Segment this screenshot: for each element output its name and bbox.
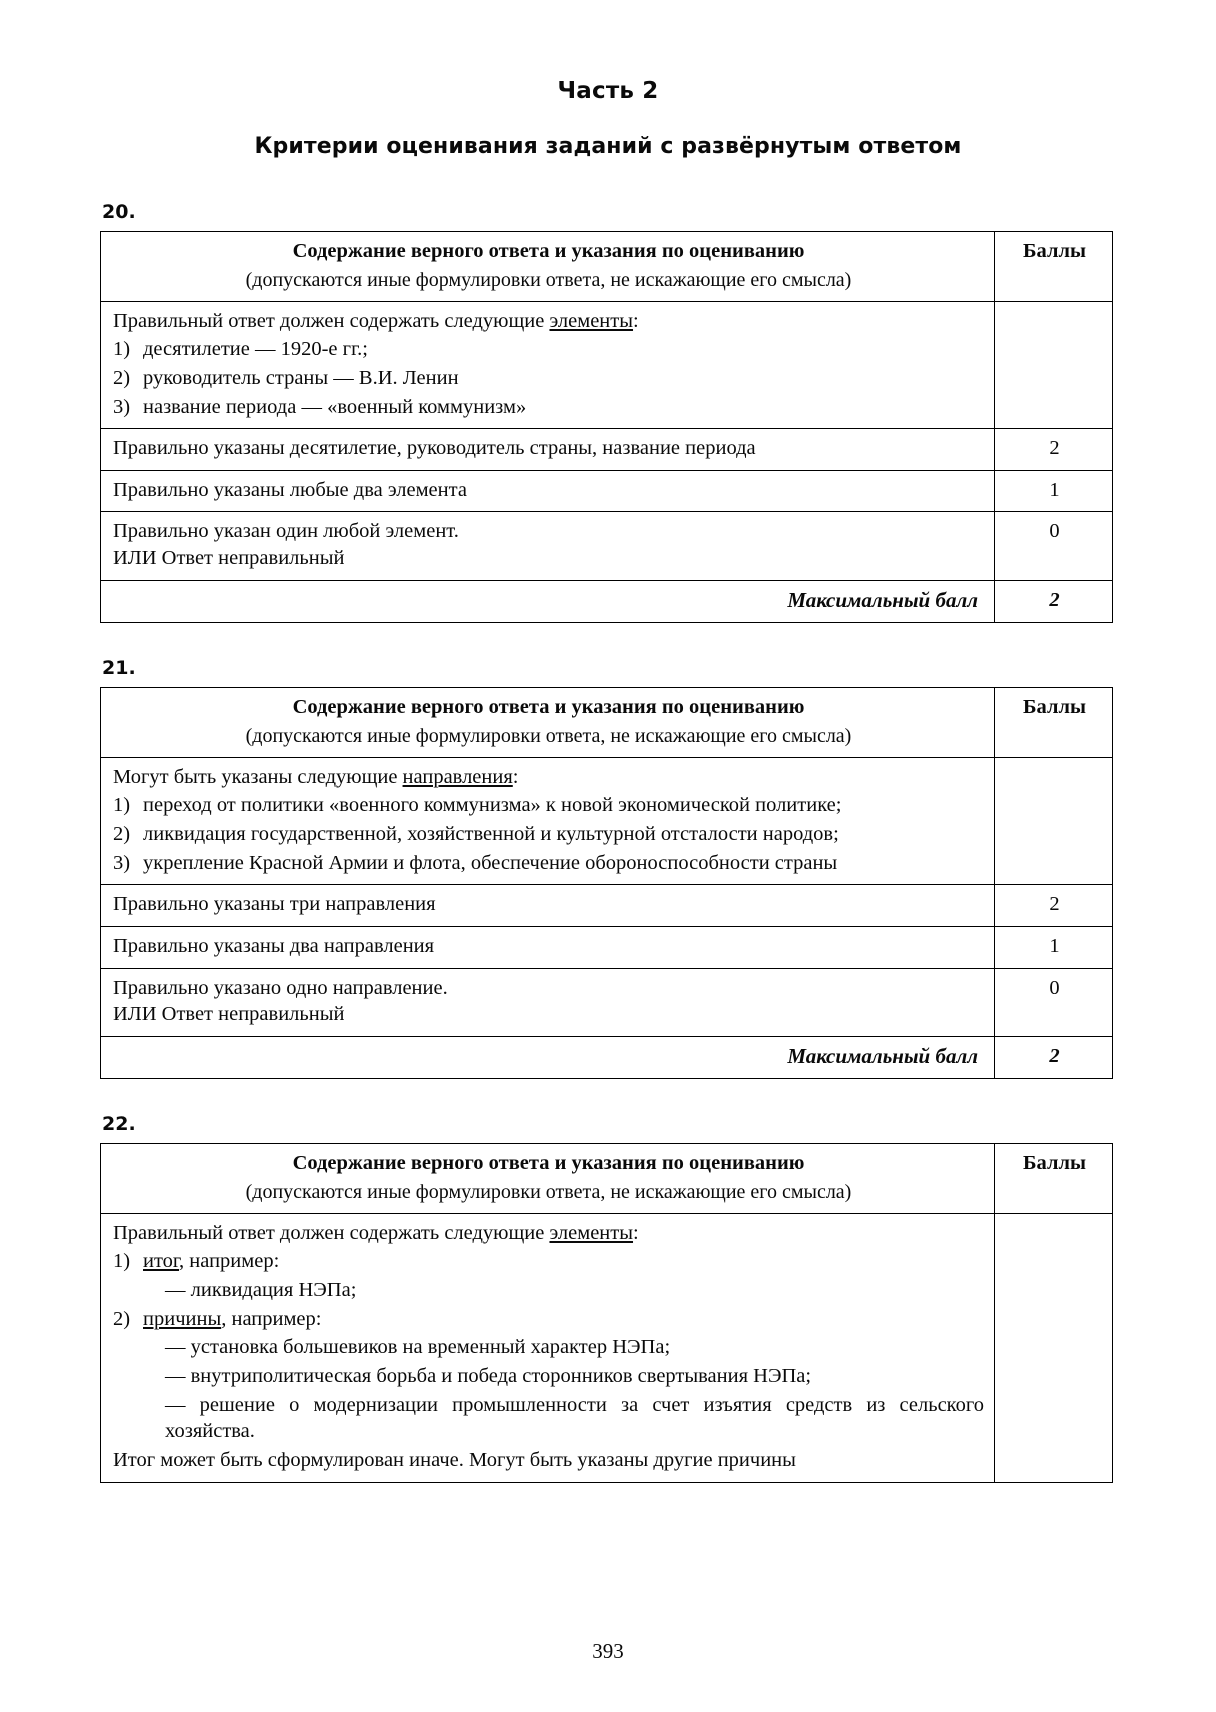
criterion-score: 1 — [995, 926, 1113, 968]
list-text: причины, например: — [143, 1307, 322, 1330]
criterion-line-2: ИЛИ Ответ неправильный — [113, 547, 345, 570]
table-row — [101, 301, 1113, 429]
table-header-row — [101, 232, 1113, 302]
criterion-score: 0 — [995, 512, 1113, 580]
list-marker: 2) — [113, 822, 131, 845]
list-text: название периода — «военный коммунизм» — [143, 395, 527, 418]
header-content-sublabel: (допускаются иные формулировки ответа, не искажающие его смысла) — [245, 268, 852, 291]
list-text: итог, например: — [143, 1250, 280, 1273]
header-score-cell: Баллы — [995, 232, 1113, 302]
list-text-underlined: итог — [143, 1250, 180, 1273]
list-marker: 2) — [113, 366, 131, 389]
criteria-table-21 — [100, 687, 1113, 1079]
answer-elements-list — [113, 1248, 984, 1275]
list-marker: 1) — [113, 1250, 131, 1273]
table-header-row — [101, 1144, 1113, 1214]
criteria-table-22 — [100, 1143, 1113, 1482]
list-marker: 2) — [113, 1307, 131, 1330]
criteria-table-20 — [100, 231, 1113, 623]
empty-score-cell — [995, 301, 1113, 429]
answer-elements-list-2 — [113, 1306, 984, 1333]
table-row — [101, 1213, 1113, 1482]
list-marker: 1) — [113, 794, 131, 817]
list-text: десятилетие — 1920-е гг.; — [143, 338, 368, 361]
table-row — [101, 885, 1113, 927]
list-item — [113, 365, 984, 392]
list-item — [113, 394, 984, 421]
answer-elements-list — [113, 792, 984, 876]
criterion-score: 2 — [995, 885, 1113, 927]
max-score-label: Максимальный балл — [101, 580, 995, 622]
header-content-label: Содержание верного ответа и указания по оцениванию — [292, 240, 805, 262]
task-number-21: 21. — [102, 657, 136, 680]
sub-list-item: — установка большевиков на временный характер НЭПа; — [165, 1336, 671, 1359]
list-item — [113, 850, 984, 877]
max-score-row — [101, 1036, 1113, 1078]
table-row — [101, 470, 1113, 512]
answer-footnote: Итог может быть сформулирован иначе. Могут быть указаны другие причины — [113, 1448, 796, 1471]
answer-elements-list — [113, 336, 984, 420]
criterion-cell — [101, 512, 995, 580]
page-subtitle: Критерии оценивания заданий с развёрнутым ответом — [254, 134, 962, 159]
list-marker: 1) — [113, 338, 131, 361]
sub-list-item: — решение о модернизации промышленности за счет изъятия средств из сельского хозяйства. — [165, 1393, 984, 1443]
table-header-row — [101, 688, 1113, 758]
answer-intro: Правильный ответ должен содержать следующие элементы: — [113, 1221, 639, 1244]
page-number: 393 — [592, 1639, 624, 1663]
answer-content-cell — [101, 1213, 995, 1482]
list-item — [113, 821, 984, 848]
answer-intro-underlined: элементы — [549, 309, 634, 332]
task-number-20: 20. — [102, 201, 136, 223]
page-title: Часть 2 — [557, 78, 659, 104]
criterion-cell: Правильно указаны любые два элемента — [101, 470, 995, 512]
list-item — [113, 336, 984, 363]
list-marker: 3) — [113, 851, 131, 874]
list-text: ликвидация государственной, хозяйственной и культурной отсталости народов; — [143, 822, 839, 845]
criterion-line-1: Правильно указан один любой элемент. — [113, 520, 459, 543]
criterion-score: 2 — [995, 429, 1113, 471]
answer-content-cell — [101, 301, 995, 429]
sub-list — [113, 1334, 984, 1445]
header-content-label: Содержание верного ответа и указания по оцениванию — [292, 696, 805, 719]
answer-intro-underlined: направления — [402, 765, 513, 788]
list-text: руководитель страны — В.И. Ленин — [143, 366, 459, 389]
empty-score-cell — [995, 757, 1113, 885]
max-score-value: 2 — [995, 1036, 1113, 1078]
max-score-label: Максимальный балл — [101, 1036, 995, 1078]
criterion-score: 1 — [995, 470, 1113, 512]
table-row — [101, 757, 1113, 885]
criterion-cell — [101, 968, 995, 1036]
criterion-cell: Правильно указаны два направления — [101, 926, 995, 968]
list-item — [113, 1248, 984, 1275]
table-row — [101, 926, 1113, 968]
list-text: укрепление Красной Армии и флота, обеспечение обороноспособности страны — [143, 851, 838, 874]
list-text-underlined: причины — [143, 1307, 222, 1330]
sub-list-item: — внутриполитическая борьба и победа сторонников свертывания НЭПа; — [165, 1364, 812, 1387]
sub-list-item: — ликвидация НЭПа; — [165, 1279, 357, 1302]
empty-score-cell — [995, 1213, 1113, 1482]
task-number-22: 22. — [102, 1113, 136, 1136]
list-item — [113, 1306, 984, 1333]
list-text: переход от политики «военного коммунизма» к новой экономической политике; — [143, 794, 842, 817]
list-marker: 3) — [113, 395, 131, 418]
header-content-sublabel: (допускаются иные формулировки ответа, не искажающие его смысла) — [245, 1180, 852, 1203]
max-score-row — [101, 580, 1113, 622]
max-score-value: 2 — [995, 580, 1113, 622]
table-row — [101, 968, 1113, 1036]
header-content-sublabel: (допускаются иные формулировки ответа, не искажающие его смысла) — [245, 724, 852, 747]
header-content-label: Содержание верного ответа и указания по оцениванию — [292, 1152, 805, 1175]
answer-intro: Правильный ответ должен содержать следующие элементы: — [113, 309, 639, 332]
sub-list — [113, 1277, 984, 1304]
criterion-cell: Правильно указаны три направления — [101, 885, 995, 927]
list-item — [113, 792, 984, 819]
criterion-line-1: Правильно указано одно направление. — [113, 976, 448, 999]
header-content-cell — [101, 232, 995, 302]
header-content-cell — [101, 688, 995, 758]
answer-intro: Могут быть указаны следующие направления: — [113, 765, 519, 788]
answer-intro-underlined: элементы — [549, 1221, 634, 1244]
criterion-line-2: ИЛИ Ответ неправильный — [113, 1003, 345, 1026]
table-row — [101, 512, 1113, 580]
criterion-score: 0 — [995, 968, 1113, 1036]
header-score-cell: Баллы — [995, 688, 1113, 758]
table-row — [101, 429, 1113, 471]
answer-content-cell — [101, 757, 995, 885]
criterion-cell: Правильно указаны десятилетие, руководитель страны, название периода — [101, 429, 995, 471]
header-score-cell: Баллы — [995, 1144, 1113, 1214]
header-content-cell — [101, 1144, 995, 1214]
